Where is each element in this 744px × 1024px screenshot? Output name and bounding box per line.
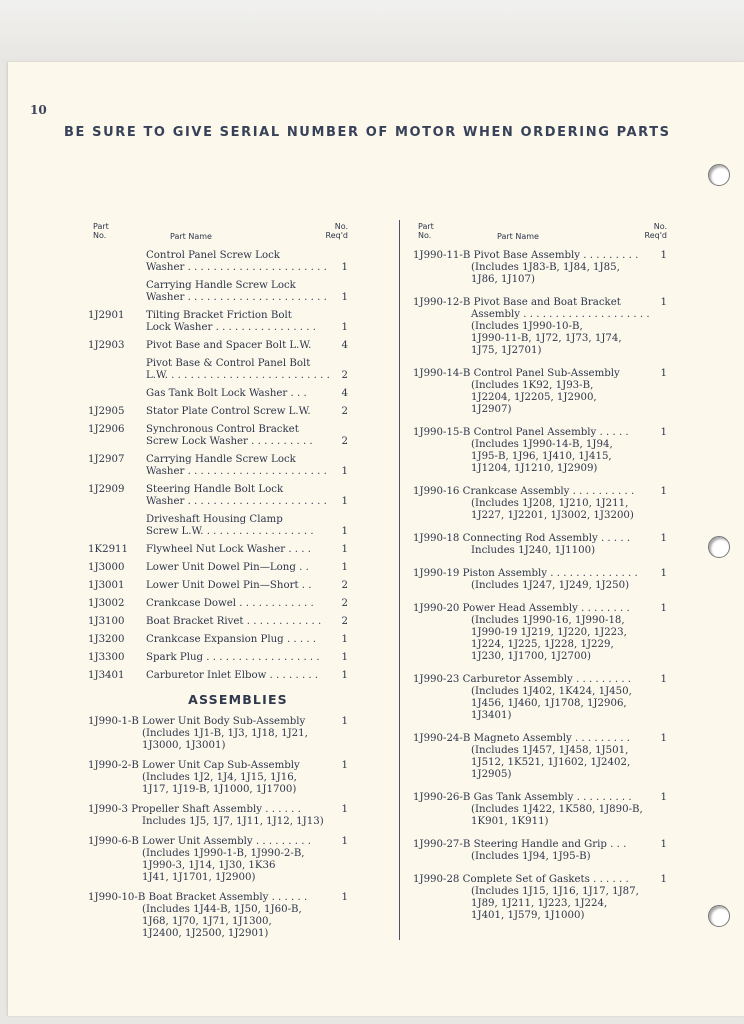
part-name-line: Carrying Handle Screw Lock xyxy=(146,280,296,291)
quantity: 1 xyxy=(660,874,667,885)
list-item xyxy=(413,250,667,286)
part-number: 1J3000 xyxy=(88,562,125,573)
part-name-line: Spark Plug . . . . . . . . . . . . . . . . . . xyxy=(146,652,320,663)
list-item xyxy=(413,839,667,863)
part-name xyxy=(146,280,332,304)
part-name xyxy=(146,388,332,400)
quantity: 1 xyxy=(341,544,348,555)
list-item xyxy=(88,340,348,352)
part-number: 1J990-23 xyxy=(413,674,463,685)
assembly-name xyxy=(88,804,332,828)
assembly-name xyxy=(413,839,651,863)
part-number: 1J2909 xyxy=(88,484,125,495)
list-item xyxy=(413,533,667,557)
list-item xyxy=(88,406,348,418)
page-headline: BE SURE TO GIVE SERIAL NUMBER OF MOTOR WHEN ORDERING PARTS xyxy=(64,125,671,140)
assembly-first-line xyxy=(413,533,651,545)
assembly-first-line xyxy=(413,568,651,580)
assemblies-list xyxy=(88,716,348,940)
includes-line: (Includes 1J402, 1K424, 1J450, xyxy=(471,686,632,697)
part-number: 1J990-27-B xyxy=(413,839,474,850)
quantity: 1 xyxy=(660,533,667,544)
quantity: 1 xyxy=(341,292,348,303)
assembly-title: Carburetor Assembly . . . . . . . . . xyxy=(462,674,632,685)
list-item xyxy=(413,568,667,592)
includes-line: Includes 1J240, 1J1100) xyxy=(471,545,596,556)
part-name xyxy=(146,580,332,592)
includes-line: 1J2204, 1J2205, 1J2900, xyxy=(471,392,597,403)
list-item xyxy=(413,874,667,922)
part-number: 1J3401 xyxy=(88,670,125,681)
quantity: 2 xyxy=(341,436,348,447)
list-item xyxy=(413,603,667,663)
includes-line: 1J990-19 1J219, 1J220, 1J223, xyxy=(471,627,627,638)
part-number: 1J2906 xyxy=(88,424,125,435)
assembly-first-line xyxy=(413,839,651,851)
header-part-name: Part Name xyxy=(170,232,212,241)
includes-line: (Includes 1K92, 1J93-B, xyxy=(471,380,594,391)
list-item xyxy=(88,836,348,884)
includes-line: (Includes 1J422, 1K580, 1J890-B, xyxy=(471,804,643,815)
part-name-line: Lower Unit Dowel Pin—Short . . xyxy=(146,580,312,591)
quantity: 1 xyxy=(341,634,348,645)
list-item xyxy=(88,670,348,682)
quantity: 4 xyxy=(341,388,348,399)
part-name xyxy=(146,652,332,664)
assembly-first-line xyxy=(413,874,651,886)
assembly-first-line xyxy=(88,760,332,772)
header-no-req: No. xyxy=(653,222,667,231)
quantity: 1 xyxy=(660,792,667,803)
assembly-first-line xyxy=(413,674,651,686)
assembly-first-line xyxy=(413,792,651,804)
part-name-line: Driveshaft Housing Clamp xyxy=(146,514,283,525)
quantity: 1 xyxy=(341,562,348,573)
list-item xyxy=(88,484,348,508)
assembly-first-line xyxy=(413,368,651,380)
assembly-title: Steering Handle and Grip . . . xyxy=(473,839,627,850)
part-name-line: Lock Washer . . . . . . . . . . . . . . . . xyxy=(146,322,316,333)
quantity: 1 xyxy=(341,836,348,847)
part-number: 1K2911 xyxy=(88,544,129,555)
table-header xyxy=(88,222,348,250)
list-item xyxy=(88,580,348,592)
list-item xyxy=(88,388,348,400)
part-name xyxy=(146,670,332,682)
includes-line: 1J86, 1J107) xyxy=(471,274,535,285)
quantity: 1 xyxy=(341,262,348,273)
includes-line: 1J75, 1J2701) xyxy=(471,345,542,356)
part-number: 1J990-14-B xyxy=(413,368,474,379)
left-column xyxy=(88,222,348,948)
includes-line: (Includes 1J44-B, 1J50, 1J60-B, xyxy=(142,904,302,915)
quantity: 1 xyxy=(341,466,348,477)
list-item xyxy=(88,280,348,304)
part-name-line: Pivot Base and Spacer Bolt L.W. xyxy=(146,340,312,351)
includes-line: 1J89, 1J211, 1J223, 1J224, xyxy=(471,898,608,909)
part-name xyxy=(146,358,332,382)
part-number: 1J990-18 xyxy=(413,533,463,544)
assembly-name xyxy=(413,250,651,286)
header-part: Part xyxy=(418,222,434,231)
part-name-line: Crankcase Dowel . . . . . . . . . . . . xyxy=(146,598,314,609)
quantity: 2 xyxy=(341,616,348,627)
part-name xyxy=(146,634,332,646)
includes-line: (Includes 1J990-14-B, 1J94, xyxy=(471,439,613,450)
binder-hole-icon xyxy=(708,164,730,186)
quantity: 4 xyxy=(341,340,348,351)
part-name-line: Carburetor Inlet Elbow . . . . . . . . xyxy=(146,670,319,681)
includes-line: 1J227, 1J2201, 1J3002, 1J3200) xyxy=(471,510,634,521)
part-number: 1J3001 xyxy=(88,580,125,591)
assembly-name xyxy=(88,760,332,796)
part-name xyxy=(146,454,332,478)
includes-line: (Includes 1J208, 1J210, 1J211, xyxy=(471,498,629,509)
header-reqd: Req'd xyxy=(325,231,348,240)
list-item xyxy=(88,804,348,828)
quantity: 1 xyxy=(341,716,348,727)
part-number: 1J990-16 xyxy=(413,486,463,497)
part-number: 1J990-10-B xyxy=(88,892,149,903)
scan-margin xyxy=(0,0,744,62)
quantity: 1 xyxy=(341,892,348,903)
quantity: 1 xyxy=(341,804,348,815)
includes-line: 1J3000, 1J3001) xyxy=(142,740,226,751)
assembly-name xyxy=(413,368,651,416)
quantity: 1 xyxy=(341,652,348,663)
assembly-title: Gas Tank Assembly . . . . . . . . . xyxy=(473,792,632,803)
includes-line: 1J2400, 1J2500, 1J2901) xyxy=(142,928,269,939)
includes-line: (Includes 1J15, 1J16, 1J17, 1J87, xyxy=(471,886,639,897)
quantity: 1 xyxy=(660,674,667,685)
quantity: 1 xyxy=(341,670,348,681)
list-item xyxy=(88,634,348,646)
list-item xyxy=(88,250,348,274)
part-name-line: Control Panel Screw Lock xyxy=(146,250,280,261)
quantity: 1 xyxy=(660,839,667,850)
includes-line: (Includes 1J94, 1J95-B) xyxy=(471,851,591,862)
assembly-first-line xyxy=(413,297,651,309)
part-number: 1J3200 xyxy=(88,634,125,645)
binder-hole-icon xyxy=(708,536,730,558)
assembly-title: Pivot Base and Boat Bracket xyxy=(473,297,621,308)
list-item xyxy=(413,792,667,828)
part-number: 1J2907 xyxy=(88,454,125,465)
includes-line: (Includes 1J83-B, 1J84, 1J85, xyxy=(471,262,620,273)
part-name xyxy=(146,562,332,574)
header-part: Part xyxy=(93,222,109,231)
quantity: 1 xyxy=(341,322,348,333)
part-name xyxy=(146,616,332,628)
header-reqd: Req'd xyxy=(644,231,667,240)
includes-line: (Includes 1J990-10-B, xyxy=(471,321,583,332)
quantity: 1 xyxy=(660,250,667,261)
includes-line: 1J2907) xyxy=(471,404,512,415)
part-name-line: Washer . . . . . . . . . . . . . . . . . . . . . . xyxy=(146,262,327,273)
part-name xyxy=(146,484,332,508)
list-item xyxy=(88,562,348,574)
part-number: 1J990-28 xyxy=(413,874,463,885)
list-item xyxy=(88,652,348,664)
includes-line: 1J95-B, 1J96, 1J410, 1J415, xyxy=(471,451,612,462)
assembly-title: Piston Assembly . . . . . . . . . . . . . . xyxy=(462,568,638,579)
assembly-first-line xyxy=(413,486,651,498)
part-name-line: Gas Tank Bolt Lock Washer . . . xyxy=(146,388,307,399)
part-name xyxy=(146,424,332,448)
part-name-line: Washer . . . . . . . . . . . . . . . . . . . . . . xyxy=(146,496,327,507)
quantity: 1 xyxy=(660,568,667,579)
list-item xyxy=(88,716,348,752)
list-item xyxy=(88,760,348,796)
quantity: 1 xyxy=(660,733,667,744)
assembly-title: Lower Unit Cap Sub-Assembly xyxy=(142,760,300,771)
quantity: 1 xyxy=(660,603,667,614)
list-item xyxy=(88,544,348,556)
assemblies-list xyxy=(413,250,667,922)
header-no: No. xyxy=(93,231,107,240)
part-name-line: Crankcase Expansion Plug . . . . . xyxy=(146,634,317,645)
part-number: 1J990-2-B xyxy=(88,760,143,771)
assembly-name xyxy=(413,874,651,922)
list-item xyxy=(88,514,348,538)
includes-line: 1J512, 1K521, 1J1602, 1J2402, xyxy=(471,757,631,768)
assembly-name xyxy=(413,792,651,828)
part-number: 1J3002 xyxy=(88,598,125,609)
assembly-name xyxy=(413,533,651,557)
includes-line: 1K901, 1K911) xyxy=(471,816,549,827)
part-name-line: Screw Lock Washer . . . . . . . . . . xyxy=(146,436,313,447)
list-item xyxy=(413,368,667,416)
assembly-name xyxy=(88,892,332,940)
assembly-first-line xyxy=(413,603,651,615)
table-header xyxy=(413,222,667,250)
part-number: 1J990-19 xyxy=(413,568,463,579)
part-name xyxy=(146,544,332,556)
part-number: 1J990-15-B xyxy=(413,427,474,438)
list-item xyxy=(88,310,348,334)
quantity: 1 xyxy=(341,496,348,507)
list-item xyxy=(88,424,348,448)
part-name xyxy=(146,340,332,352)
parts-list xyxy=(88,250,348,682)
assembly-first-line xyxy=(88,804,332,816)
quantity: 1 xyxy=(660,297,667,308)
assembly-title: Crankcase Assembly . . . . . . . . . . xyxy=(462,486,635,497)
part-name-line: Carrying Handle Screw Lock xyxy=(146,454,296,465)
assembly-first-line xyxy=(413,427,651,439)
includes-line: (Includes 1J457, 1J458, 1J501, xyxy=(471,745,629,756)
assembly-first-line xyxy=(413,250,651,262)
assembly-name xyxy=(413,674,651,722)
assembly-name xyxy=(88,716,332,752)
part-number: 1J2903 xyxy=(88,340,125,351)
header-no-req: No. xyxy=(334,222,348,231)
part-number: 1J990-11-B xyxy=(413,250,474,261)
assembly-name xyxy=(413,568,651,592)
quantity: 1 xyxy=(660,486,667,497)
part-name-line: Washer . . . . . . . . . . . . . . . . . . . . . . xyxy=(146,292,327,303)
quantity: 2 xyxy=(341,598,348,609)
assembly-first-line xyxy=(88,716,332,728)
part-number: 1J990-3 xyxy=(88,804,132,815)
includes-line: 1J2905) xyxy=(471,769,512,780)
part-number: 1J3300 xyxy=(88,652,125,663)
list-item xyxy=(88,454,348,478)
part-number: 1J3100 xyxy=(88,616,125,627)
part-name-line: Flywheel Nut Lock Washer . . . . xyxy=(146,544,311,555)
list-item xyxy=(88,616,348,628)
assembly-title: Control Panel Sub-Assembly xyxy=(473,368,620,379)
quantity: 1 xyxy=(341,760,348,771)
quantity: 2 xyxy=(341,370,348,381)
quantity: 1 xyxy=(341,526,348,537)
quantity: 1 xyxy=(660,427,667,438)
part-name xyxy=(146,250,332,274)
assembly-first-line xyxy=(88,836,332,848)
part-name xyxy=(146,310,332,334)
part-name xyxy=(146,406,332,418)
assembly-title: Complete Set of Gaskets . . . . . . xyxy=(462,874,629,885)
includes-line: Includes 1J5, 1J7, 1J11, 1J12, 1J13) xyxy=(142,816,324,827)
part-name-line: Boat Bracket Rivet . . . . . . . . . . . . xyxy=(146,616,322,627)
includes-line: 1J990-11-B, 1J72, 1J73, 1J74, xyxy=(471,333,622,344)
list-item xyxy=(413,674,667,722)
quantity: 2 xyxy=(341,406,348,417)
includes-line: 1J401, 1J579, 1J1000) xyxy=(471,910,585,921)
part-number: 1J990-6-B xyxy=(88,836,143,847)
includes-line: 1J1204, 1J1210, 1J2909) xyxy=(471,463,598,474)
assembly-name xyxy=(413,733,651,781)
includes-line: 1J224, 1J225, 1J228, 1J229, xyxy=(471,639,614,650)
header-no: No. xyxy=(418,231,432,240)
part-number: 1J990-24-B xyxy=(413,733,474,744)
assembly-title: Magneto Assembly . . . . . . . . . xyxy=(473,733,631,744)
assembly-title: Power Head Assembly . . . . . . . . xyxy=(462,603,630,614)
part-name-line: Tilting Bracket Friction Bolt xyxy=(146,310,292,321)
part-number: 1J2901 xyxy=(88,310,125,321)
assembly-name xyxy=(413,486,651,522)
assembly-name xyxy=(413,427,651,475)
part-name-line: Lower Unit Dowel Pin—Long . . xyxy=(146,562,309,573)
includes-line: (Includes 1J990-1-B, 1J990-2-B, xyxy=(142,848,305,859)
part-name-line: Synchronous Control Bracket xyxy=(146,424,299,435)
list-item xyxy=(413,297,667,357)
part-name-line: Stator Plate Control Screw L.W. xyxy=(146,406,311,417)
part-name-line: Washer . . . . . . . . . . . . . . . . . . . . . . xyxy=(146,466,327,477)
page-number: 10 xyxy=(30,103,47,117)
includes-line: 1J456, 1J460, 1J1708, 1J2906, xyxy=(471,698,627,709)
part-name xyxy=(146,598,332,610)
quantity: 1 xyxy=(660,368,667,379)
part-number: 1J990-26-B xyxy=(413,792,474,803)
header-part-name: Part Name xyxy=(497,232,539,241)
includes-line: 1J17, 1J19-B, 1J1000, 1J1700) xyxy=(142,784,297,795)
binder-hole-icon xyxy=(708,905,730,927)
assemblies-heading: ASSEMBLIES xyxy=(188,692,288,707)
list-item xyxy=(413,486,667,522)
quantity: 2 xyxy=(341,580,348,591)
assembly-first-line xyxy=(88,892,332,904)
includes-line: (Includes 1J2, 1J4, 1J15, 1J16, xyxy=(142,772,297,783)
includes-line: 1J68, 1J70, 1J71, 1J1300, xyxy=(142,916,272,927)
includes-line: (Includes 1J1-B, 1J3, 1J18, 1J21, xyxy=(142,728,308,739)
assembly-first-line xyxy=(413,733,651,745)
list-item xyxy=(413,427,667,475)
part-name-line: Steering Handle Bolt Lock xyxy=(146,484,284,495)
list-item xyxy=(88,598,348,610)
list-item xyxy=(413,733,667,781)
part-number: 1J990-20 xyxy=(413,603,463,614)
assembly-name xyxy=(413,297,651,357)
includes-line: Assembly . . . . . . . . . . . . . . . . . . . . xyxy=(471,309,650,320)
list-item xyxy=(88,892,348,940)
list-item xyxy=(88,358,348,382)
includes-line: (Includes 1J990-16, 1J990-18, xyxy=(471,615,625,626)
right-column xyxy=(413,222,667,933)
includes-line: 1J230, 1J1700, 1J2700) xyxy=(471,651,591,662)
catalog-page xyxy=(8,62,744,1016)
part-number: 1J990-1-B xyxy=(88,716,143,727)
assembly-title: Lower Unit Assembly . . . . . . . . . xyxy=(142,836,311,847)
assembly-title: Connecting Rod Assembly . . . . . xyxy=(462,533,631,544)
part-name xyxy=(146,514,332,538)
part-name-line: Pivot Base & Control Panel Bolt xyxy=(146,358,311,369)
includes-line: (Includes 1J247, 1J249, 1J250) xyxy=(471,580,630,591)
assembly-title: Control Panel Assembly . . . . . xyxy=(473,427,629,438)
includes-line: 1J990-3, 1J14, 1J30, 1K36 xyxy=(142,860,276,871)
includes-line: 1J41, 1J1701, 1J2900) xyxy=(142,872,256,883)
assembly-title: Boat Bracket Assembly . . . . . . xyxy=(148,892,308,903)
column-divider xyxy=(399,220,400,940)
part-number: 1J2905 xyxy=(88,406,125,417)
includes-line: 1J3401) xyxy=(471,710,512,721)
assembly-title: Propeller Shaft Assembly . . . . . . xyxy=(131,804,301,815)
assembly-name xyxy=(413,603,651,663)
assembly-name xyxy=(88,836,332,884)
part-number: 1J990-12-B xyxy=(413,297,474,308)
assembly-title: Pivot Base Assembly . . . . . . . . . xyxy=(473,250,639,261)
part-name-line: Screw L.W. . . . . . . . . . . . . . . . . . xyxy=(146,526,314,537)
assembly-title: Lower Unit Body Sub-Assembly xyxy=(142,716,306,727)
part-name-line: L.W. . . . . . . . . . . . . . . . . . . . . . . . . . xyxy=(146,370,330,381)
